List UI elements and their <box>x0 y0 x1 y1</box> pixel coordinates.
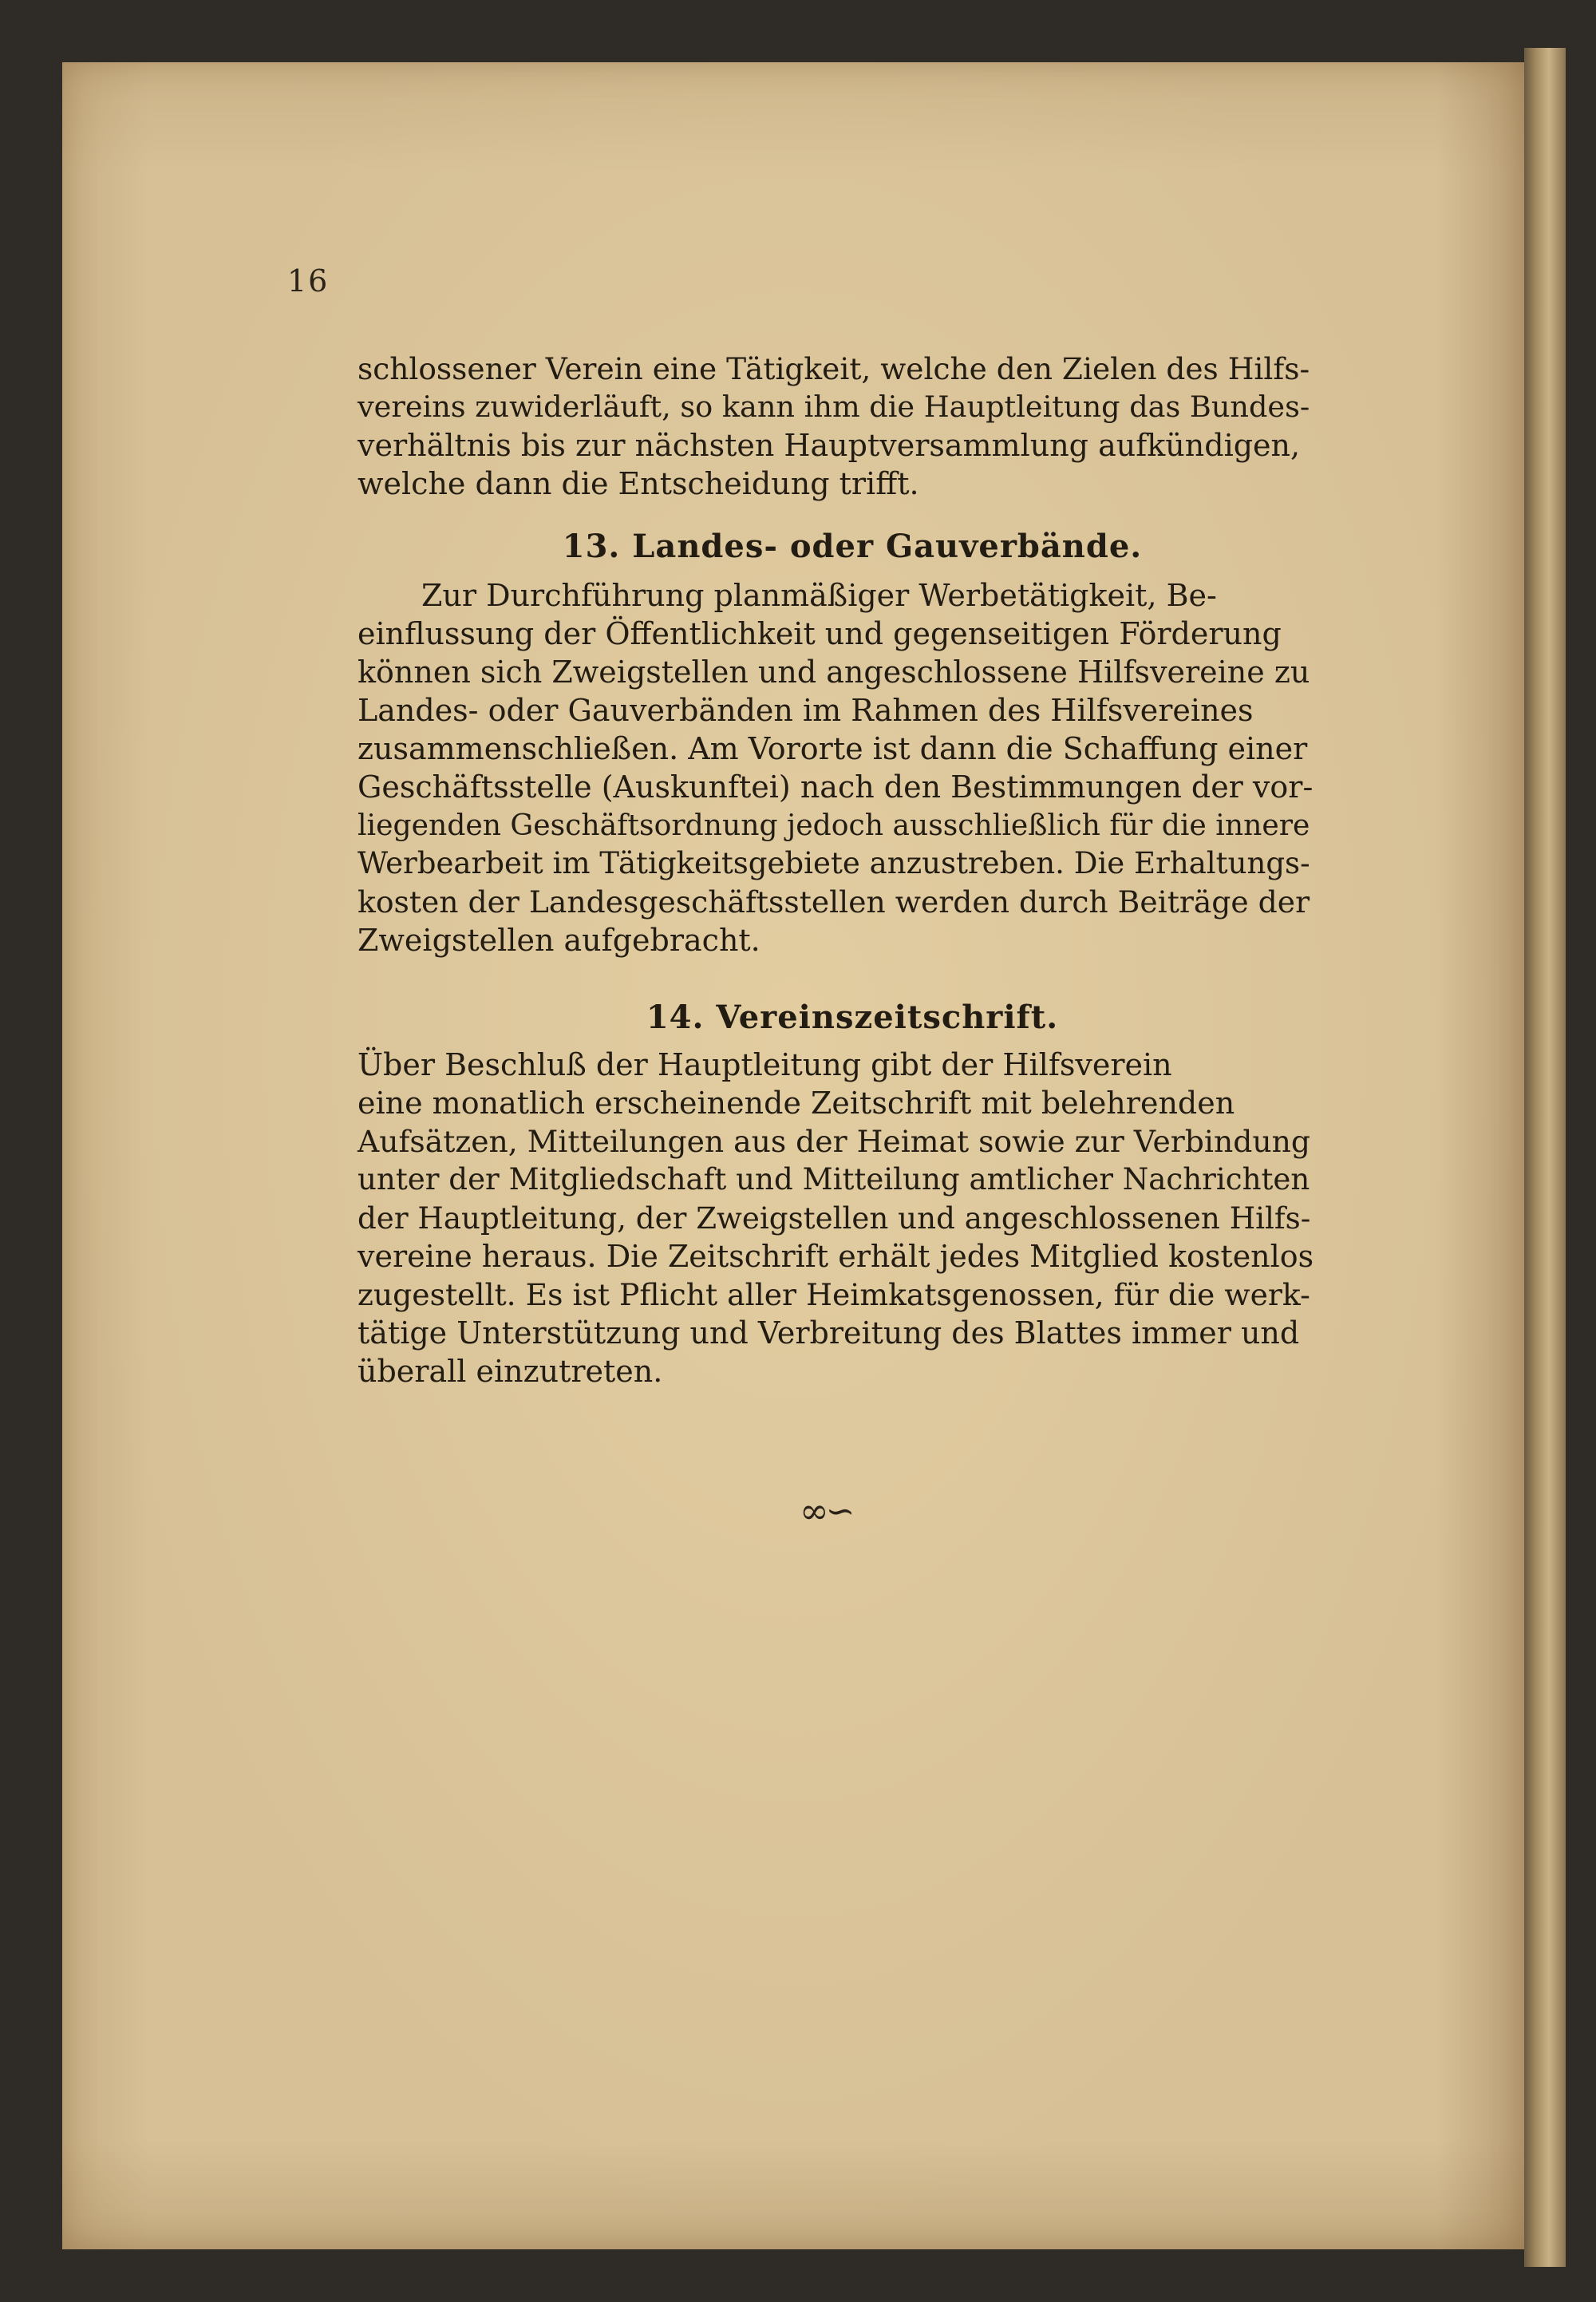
text-line: verhältnis bis zur nächsten Hauptversammlung aufkündigen, <box>358 428 1301 463</box>
page-content <box>358 335 1315 1390</box>
text-line: unter der Mitgliedschaft und Mitteilung amtlicher Nachrichten <box>358 1162 1310 1196</box>
text-line: tätige Unterstützung und Verbreitung des Blattes immer und <box>358 1315 1300 1351</box>
text-line: vereine heraus. Die Zeitschrift erhält jedes Mitglied kostenlos <box>358 1239 1314 1274</box>
text-line: überall einzutreten. <box>358 1354 663 1389</box>
section-13-heading: 13. Landes- oder Gauverbände. <box>562 528 1143 565</box>
decorative-ornament: ∞∽ <box>800 1491 852 1532</box>
text-line: zusammenschließen. Am Vororte ist dann die Schaffung einer <box>358 731 1308 766</box>
text-line: Zur Durchführung planmäßiger Werbetätigkeit, Be- <box>421 578 1217 613</box>
text-line: Über Beschluß der Hauptleitung gibt der Hilfsverein <box>358 1047 1172 1082</box>
text-line: Landes- oder Gauverbänden im Rahmen des Hilfsvereines <box>358 693 1254 728</box>
text-line: einflussung der Öffentlichkeit und gegenseitigen Förderung <box>358 616 1282 651</box>
intro-paragraph <box>358 350 1315 503</box>
section-13-paragraph <box>358 576 1315 959</box>
text-line: der Hauptleitung, der Zweigstellen und angeschlossenen Hilfs- <box>358 1200 1311 1236</box>
text-line: vereins zuwiderläuft, so kann ihm die Hauptleitung das Bundes- <box>358 390 1310 424</box>
text-line: schlossener Verein eine Tätigkeit, welche den Zielen des Hilfs- <box>358 351 1310 386</box>
text-line: zugestellt. Es ist Pflicht aller Heimkatsgenossen, für die werk- <box>358 1277 1310 1312</box>
text-line: können sich Zweigstellen und angeschlossene Hilfsvereine zu <box>358 655 1310 690</box>
text-line: liegenden Geschäftsordnung jedoch ausschließlich für die innere <box>358 808 1310 842</box>
text-line: welche dann die Entscheidung trifft. <box>358 466 919 501</box>
text-line: Geschäftsstelle (Auskunftei) nach den Bestimmungen der vor- <box>358 769 1314 805</box>
section-14-paragraph <box>358 1046 1315 1390</box>
text-line: eine monatlich erscheinende Zeitschrift mit belehrenden <box>358 1086 1235 1121</box>
text-line: Werbearbeit im Tätigkeitsgebiete anzustreben. Die Erhaltungs- <box>358 846 1310 880</box>
page-number: 16 <box>287 263 330 299</box>
text-line: kosten der Landesgeschäftsstellen werden durch Beiträge der <box>358 884 1310 920</box>
page-edge <box>1524 48 1566 2267</box>
text-line: Aufsätzen, Mitteilungen aus der Heimat sowie zur Verbindung <box>358 1124 1310 1159</box>
section-14-heading: 14. Vereinszeitschrift. <box>646 999 1059 1036</box>
text-line: Zweigstellen aufgebracht. <box>358 923 760 958</box>
